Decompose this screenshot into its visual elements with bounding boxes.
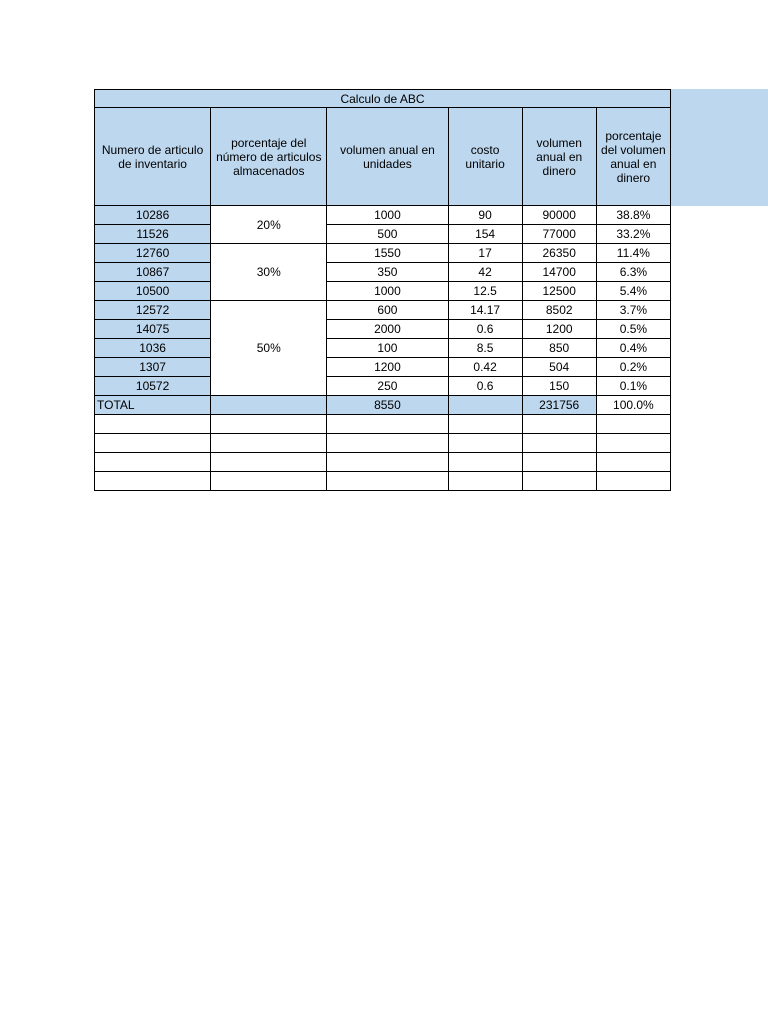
money-cell[interactable]: 26350 [522,244,596,263]
empty-row [95,472,671,491]
empty-cell[interactable] [448,415,522,434]
empty-cell[interactable] [448,453,522,472]
money-cell[interactable]: 850 [522,339,596,358]
item-number-cell[interactable]: 12572 [95,301,211,320]
empty-cell[interactable] [211,453,327,472]
item-number-cell[interactable]: 14075 [95,320,211,339]
header-percent-items[interactable]: porcentaje del número de articulos almacenados [211,108,327,206]
units-cell[interactable]: 1000 [327,282,448,301]
empty-row [95,415,671,434]
abc-table [94,89,671,491]
empty-cell[interactable] [95,472,211,491]
item-number-cell[interactable]: 10867 [95,263,211,282]
table-row [95,225,671,244]
cost-cell[interactable]: 90 [448,206,522,225]
empty-cell[interactable] [522,472,596,491]
empty-cell[interactable] [95,434,211,453]
table-row [95,377,671,396]
cost-cell[interactable]: 12.5 [448,282,522,301]
table-row [95,320,671,339]
empty-cell[interactable] [596,415,670,434]
empty-cell[interactable] [211,415,327,434]
empty-cell[interactable] [327,415,448,434]
pct-cell[interactable]: 5.4% [596,282,670,301]
money-cell[interactable]: 504 [522,358,596,377]
units-cell[interactable]: 1550 [327,244,448,263]
total-label[interactable]: TOTAL [95,396,211,415]
item-number-cell[interactable]: 12760 [95,244,211,263]
item-number-cell[interactable]: 11526 [95,225,211,244]
item-number-cell[interactable]: 10572 [95,377,211,396]
total-pct[interactable]: 100.0% [596,396,670,415]
empty-cell[interactable] [211,472,327,491]
total-money[interactable]: 231756 [522,396,596,415]
pct-cell[interactable]: 0.1% [596,377,670,396]
group-percent-cell[interactable]: 30% [211,244,327,301]
empty-cell[interactable] [596,453,670,472]
pct-cell[interactable]: 33.2% [596,225,670,244]
empty-cell[interactable] [596,434,670,453]
cost-cell[interactable]: 42 [448,263,522,282]
cost-cell[interactable]: 14.17 [448,301,522,320]
item-number-cell[interactable]: 1036 [95,339,211,358]
pct-cell[interactable]: 11.4% [596,244,670,263]
pct-cell[interactable]: 38.8% [596,206,670,225]
cost-cell[interactable]: 154 [448,225,522,244]
table-row [95,358,671,377]
units-cell[interactable]: 1000 [327,206,448,225]
empty-cell[interactable] [448,472,522,491]
pct-cell[interactable]: 0.4% [596,339,670,358]
units-cell[interactable]: 250 [327,377,448,396]
empty-row [95,434,671,453]
cost-cell[interactable]: 8.5 [448,339,522,358]
pct-cell[interactable]: 0.5% [596,320,670,339]
pct-cell[interactable]: 0.2% [596,358,670,377]
empty-cell[interactable] [211,434,327,453]
header-annual-volume-money[interactable]: volumen anual en dinero [522,108,596,206]
empty-cell[interactable] [327,453,448,472]
pct-cell[interactable]: 6.3% [596,263,670,282]
total-empty-cell[interactable] [448,396,522,415]
item-number-cell[interactable]: 10286 [95,206,211,225]
empty-row [95,453,671,472]
table-row [95,339,671,358]
item-number-cell[interactable]: 10500 [95,282,211,301]
money-cell[interactable]: 77000 [522,225,596,244]
header-percent-money[interactable]: porcentaje del volumen anual en dinero [596,108,670,206]
cost-cell[interactable]: 0.6 [448,377,522,396]
empty-cell[interactable] [95,453,211,472]
cost-cell[interactable]: 0.42 [448,358,522,377]
cost-cell[interactable]: 17 [448,244,522,263]
units-cell[interactable]: 100 [327,339,448,358]
units-cell[interactable]: 2000 [327,320,448,339]
empty-cell[interactable] [327,472,448,491]
highlight-block [670,89,768,206]
header-unit-cost[interactable]: costo unitario [448,108,522,206]
cost-cell[interactable]: 0.6 [448,320,522,339]
empty-cell[interactable] [95,415,211,434]
table-row [95,282,671,301]
empty-cell[interactable] [596,472,670,491]
units-cell[interactable]: 600 [327,301,448,320]
money-cell[interactable]: 90000 [522,206,596,225]
total-empty-cell[interactable] [211,396,327,415]
units-cell[interactable]: 350 [327,263,448,282]
money-cell[interactable]: 14700 [522,263,596,282]
pct-cell[interactable]: 3.7% [596,301,670,320]
header-item-number[interactable]: Numero de articulo de inventario [95,108,211,206]
group-percent-cell[interactable]: 50% [211,301,327,396]
table-title[interactable]: Calculo de ABC [95,90,671,108]
group-percent-cell[interactable]: 20% [211,206,327,244]
item-number-cell[interactable]: 1307 [95,358,211,377]
empty-cell[interactable] [522,453,596,472]
table-row [95,263,671,282]
table-row [95,244,671,263]
money-cell[interactable]: 1200 [522,320,596,339]
empty-cell[interactable] [448,434,522,453]
table-row [95,206,671,225]
empty-cell[interactable] [327,434,448,453]
units-cell[interactable]: 1200 [327,358,448,377]
total-row [95,396,671,415]
empty-cell[interactable] [522,434,596,453]
money-cell[interactable]: 12500 [522,282,596,301]
money-cell[interactable]: 150 [522,377,596,396]
header-annual-volume-units[interactable]: volumen anual en unidades [327,108,448,206]
total-units[interactable]: 8550 [327,396,448,415]
money-cell[interactable]: 8502 [522,301,596,320]
units-cell[interactable]: 500 [327,225,448,244]
empty-cell[interactable] [522,415,596,434]
table-row [95,301,671,320]
